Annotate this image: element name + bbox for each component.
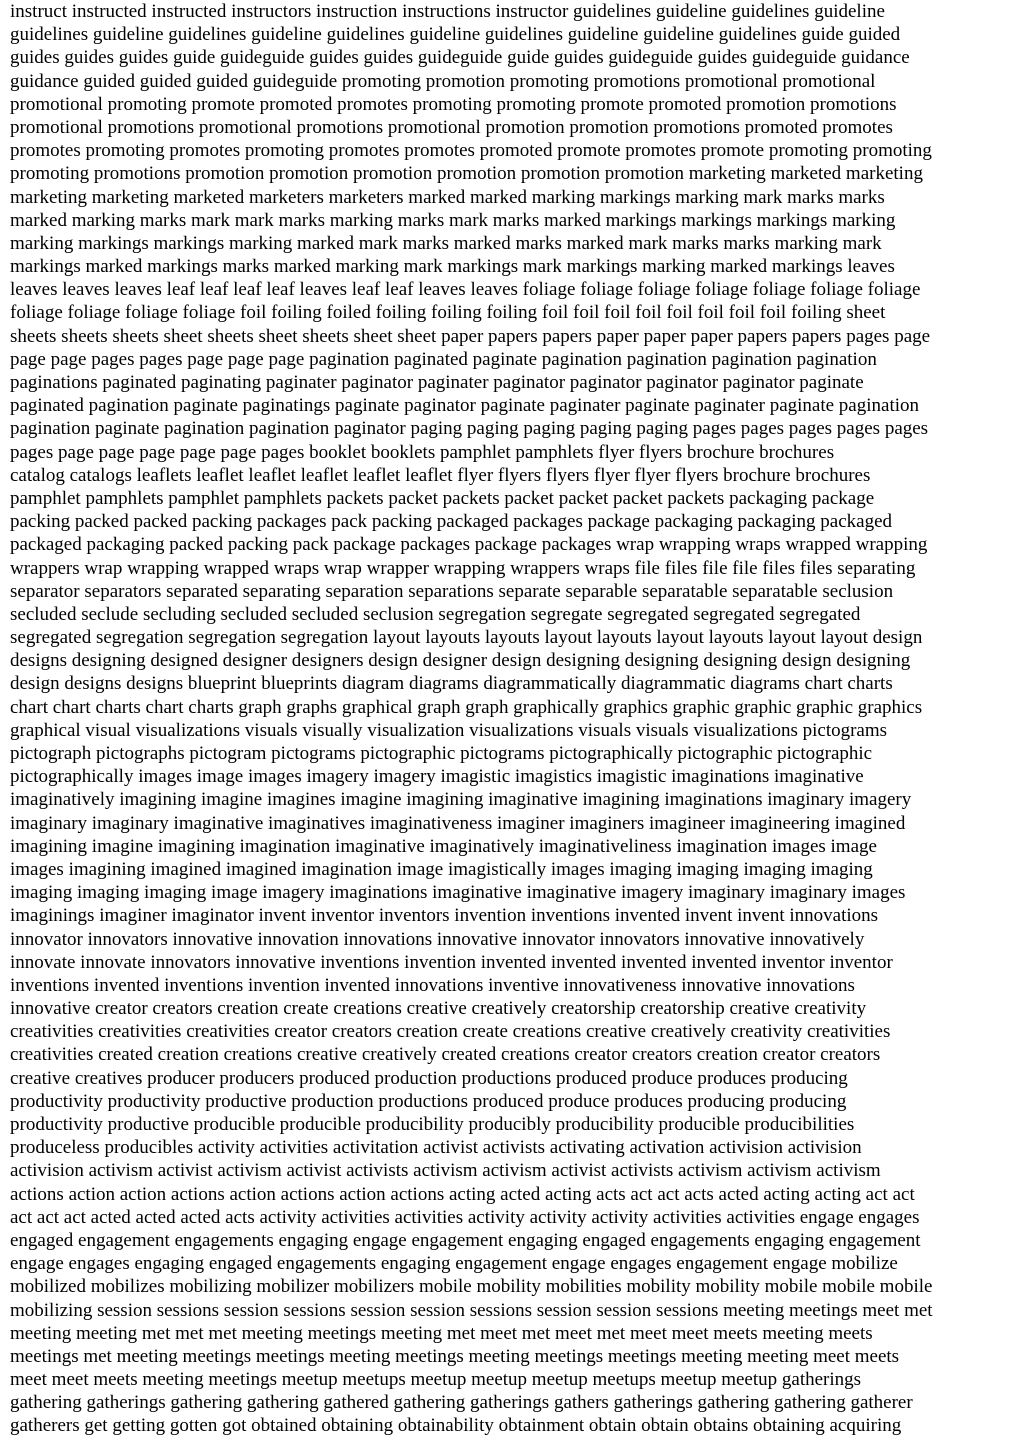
text-line: mobilizing session sessions session sessions session session sessions session session sessions meeting meetings meet met bbox=[10, 1299, 933, 1321]
text-line: paginations paginated paginating paginater paginator paginater paginator paginator paginator paginator paginate bbox=[10, 372, 864, 393]
text-line: images imagining imagined imagined imagination image imagistically images imaging imaging imaging imaging bbox=[10, 858, 873, 880]
text-line: actions action action actions action actions action actions acting acted acting acts act act acts acted acting acting act act bbox=[10, 1183, 915, 1205]
text-line: pagination paginate pagination pagination paginator paging paging paging paging paging pages pages pages pages pages bbox=[10, 418, 929, 440]
text-line: imagining imagine imagining imagination imaginative imaginatively imaginativeliness imagination images image bbox=[10, 835, 877, 857]
text-line: wrappers wrap wrapping wrapped wraps wrap wrapper wrapping wrappers wraps file files file file files files separating bbox=[10, 557, 916, 579]
text-line: marked marking marks mark mark marks marking marks mark marks marked markings markings markings marking bbox=[10, 209, 896, 231]
text-line: promotes promoting promotes promoting promotes promotes promoted promote promotes promote promoting promoting bbox=[10, 140, 932, 162]
text-line: mobilized mobilizes mobilizing mobilizer mobilizers mobile mobility mobilities mobility mobility mobile mobile mobile bbox=[10, 1276, 933, 1298]
text-line: guidelines guideline guidelines guideline guidelines guideline guidelines guideline guideline guidelines guide guided bbox=[10, 24, 901, 46]
text-line: pages page page page page page pages booklet booklets pamphlet pamphlets flyer flyers brochure brochures bbox=[10, 441, 835, 463]
text-line: chart chart charts chart charts graph graphs graphical graph graph graphically graphics graphic graphic graphic graphics bbox=[10, 696, 923, 718]
text-line: marketing marketing marketed marketers marketers marked marked marking markings marking mark marks marks bbox=[10, 186, 885, 208]
text-line: innovative creator creators creation create creations creative creatively creatorship creatorship creative creativity bbox=[10, 998, 867, 1020]
text-line: meetings met meeting meetings meetings meeting meetings meeting meetings meetings meeting meeting meet meets bbox=[10, 1345, 900, 1367]
text-line: leaves leaves leaves leaf leaf leaf leaf leaves leaf leaf leaves leaves foliage foliage foliage foliage foliage foliage foliage bbox=[10, 279, 921, 301]
text-line: produceless producibles activity activities activitation activist activists activating activation activision activision bbox=[10, 1137, 862, 1159]
text-line: creativities creativities creativities creator creators creation create creations creative creatively creativity creativities bbox=[10, 1021, 891, 1043]
text-line: pictograph pictographs pictogram pictograms pictographic pictograms pictographically pictographic pictographic bbox=[10, 743, 873, 764]
text-line: engaged engagement engagements engaging engage engagement engaging engaged engagements engaging engagement bbox=[10, 1229, 921, 1251]
text-line: packaged packaging packed packing pack package packages package packages wrap wrapping wraps wrapped wrapping bbox=[10, 534, 928, 556]
text-line: marking markings markings marking marked mark marks marked marks marked mark marks marks marking mark bbox=[10, 232, 882, 254]
text-line: designs designing designed designer designers design designer design designing designing designing design designing bbox=[10, 650, 911, 672]
text-line: inventions invented inventions invention invented innovations inventive innovativeness innovative innovations bbox=[10, 974, 855, 996]
text-line: secluded seclude secluding secluded secluded seclusion segregation segregate segregated segregated segregated bbox=[10, 603, 861, 625]
text-line: imaginary imaginary imaginative imaginatives imaginativeness imaginer imaginers imagineer imagineering imagined bbox=[10, 812, 906, 834]
text-line: catalog catalogs leaflets leaflet leaflet leaflet leaflet leaflet flyer flyers flyers flyer flyer flyers brochure brochures bbox=[10, 464, 871, 486]
text-line: imaginings imaginer imaginator invent inventor inventors invention inventions invented invent invent innovations bbox=[10, 905, 879, 927]
text-line: act act act acted acted acted acts activity activities activities activity activity activity activities activities engage engages bbox=[10, 1206, 920, 1228]
text-line: gatherers get getting gotten got obtained obtaining obtainability obtainment obtain obtain obtains obtaining acquiring bbox=[10, 1415, 902, 1437]
text-line: imaging imaging imaging image imagery imaginations imaginative imaginative imagery imaginary imaginary images bbox=[10, 882, 906, 904]
text-line: innovate innovate innovators innovative inventions invention invented invented invented invented inventor inventor bbox=[10, 951, 893, 973]
text-line: guides guides guides guide guideguide guides guides guideguide guide guides guideguide guides guideguide guidance bbox=[10, 47, 910, 69]
text-line: design designs designs blueprint blueprints diagram diagrams diagrammatically diagrammatic diagrams chart charts bbox=[10, 673, 893, 695]
text-line: meeting meeting met met met meeting meetings meeting met meet met meet met meet meet meets meeting meets bbox=[10, 1322, 873, 1344]
text-line: creativities created creation creations creative creatively created creations creator creators creation creator creators bbox=[10, 1044, 881, 1066]
text-line: promotional promoting promote promoted promotes promoting promoting promote promoted promotion promotions bbox=[10, 93, 897, 115]
text-line: segregated segregation segregation segregation layout layouts layouts layout layouts layout layouts layout layout design bbox=[10, 627, 923, 649]
text-line: paginated pagination paginate paginatings paginate paginator paginate paginater paginate paginater paginate pagination bbox=[10, 395, 920, 417]
text-line: productivity productive producible producible producibility producibly producibility producible producibilities bbox=[10, 1114, 855, 1135]
text-line: packing packed packed packing packages pack packing packaged packages package packaging packaging packaged bbox=[10, 511, 893, 533]
text-line: productivity productivity productive production productions produced produce produces producing producing bbox=[10, 1090, 847, 1112]
text-line: pictographically images image images imagery imagery imagistic imagistics imagistic imaginations imaginative bbox=[10, 766, 864, 788]
text-line: activision activism activist activism activist activists activism activism activist activists activism activism activism bbox=[10, 1160, 881, 1182]
text-line: creative creatives producer producers produced production productions produced produce produces producing bbox=[10, 1067, 848, 1089]
text-line: sheets sheets sheets sheet sheets sheet sheets sheet sheet paper papers papers paper paper paper papers papers pages page bbox=[10, 325, 931, 347]
text-line: engage engages engaging engaged engagements engaging engagement engage engages engagement engage mobilize bbox=[10, 1253, 898, 1275]
text-line: guidance guided guided guided guideguide promoting promotion promoting promotions promotional promotional bbox=[10, 70, 876, 92]
text-line: imaginatively imagining imagine imagines imagine imagining imaginative imagining imaginations imaginary imagery bbox=[10, 789, 912, 811]
text-line: promotional promotions promotional promotions promotional promotion promotion promotions promoted promotes bbox=[10, 116, 893, 138]
text-line: innovator innovators innovative innovation innovations innovative innovator innovators innovative innovatively bbox=[10, 928, 865, 950]
text-line: meet meet meets meeting meetings meetup meetups meetup meetup meetup meetups meetup meetup gatherings bbox=[10, 1369, 862, 1391]
text-line: graphical visual visualizations visuals visually visualization visualizations visuals visuals visualizations pictograms bbox=[10, 719, 888, 741]
text-line: page page pages pages page page page pagination paginated paginate pagination pagination pagination pagination bbox=[10, 348, 877, 370]
text-line: gathering gatherings gathering gathering gathered gathering gatherings gathers gatherings gathering gathering gatherer bbox=[10, 1392, 913, 1414]
text-line: pamphlet pamphlets pamphlet pamphlets packets packet packets packet packet packet packets packaging package bbox=[10, 487, 875, 509]
text-line: foliage foliage foliage foliage foil foiling foiled foiling foiling foiling foil foil foil foil foil foil foil foil foiling sheet bbox=[10, 302, 886, 324]
text-line: instruct instructed instructed instructors instruction instructions instructor guidelines guideline guidelines guideline bbox=[10, 1, 885, 22]
text-line: separator separators separated separating separation separations separate separable separatable separatable seclusion bbox=[10, 580, 894, 602]
text-line: markings marked markings marks marked marking mark markings mark markings marking marked markings leaves bbox=[10, 256, 895, 278]
text-line: promoting promotions promotion promotion promotion promotion promotion promotion marketing marketed marketing bbox=[10, 163, 923, 185]
